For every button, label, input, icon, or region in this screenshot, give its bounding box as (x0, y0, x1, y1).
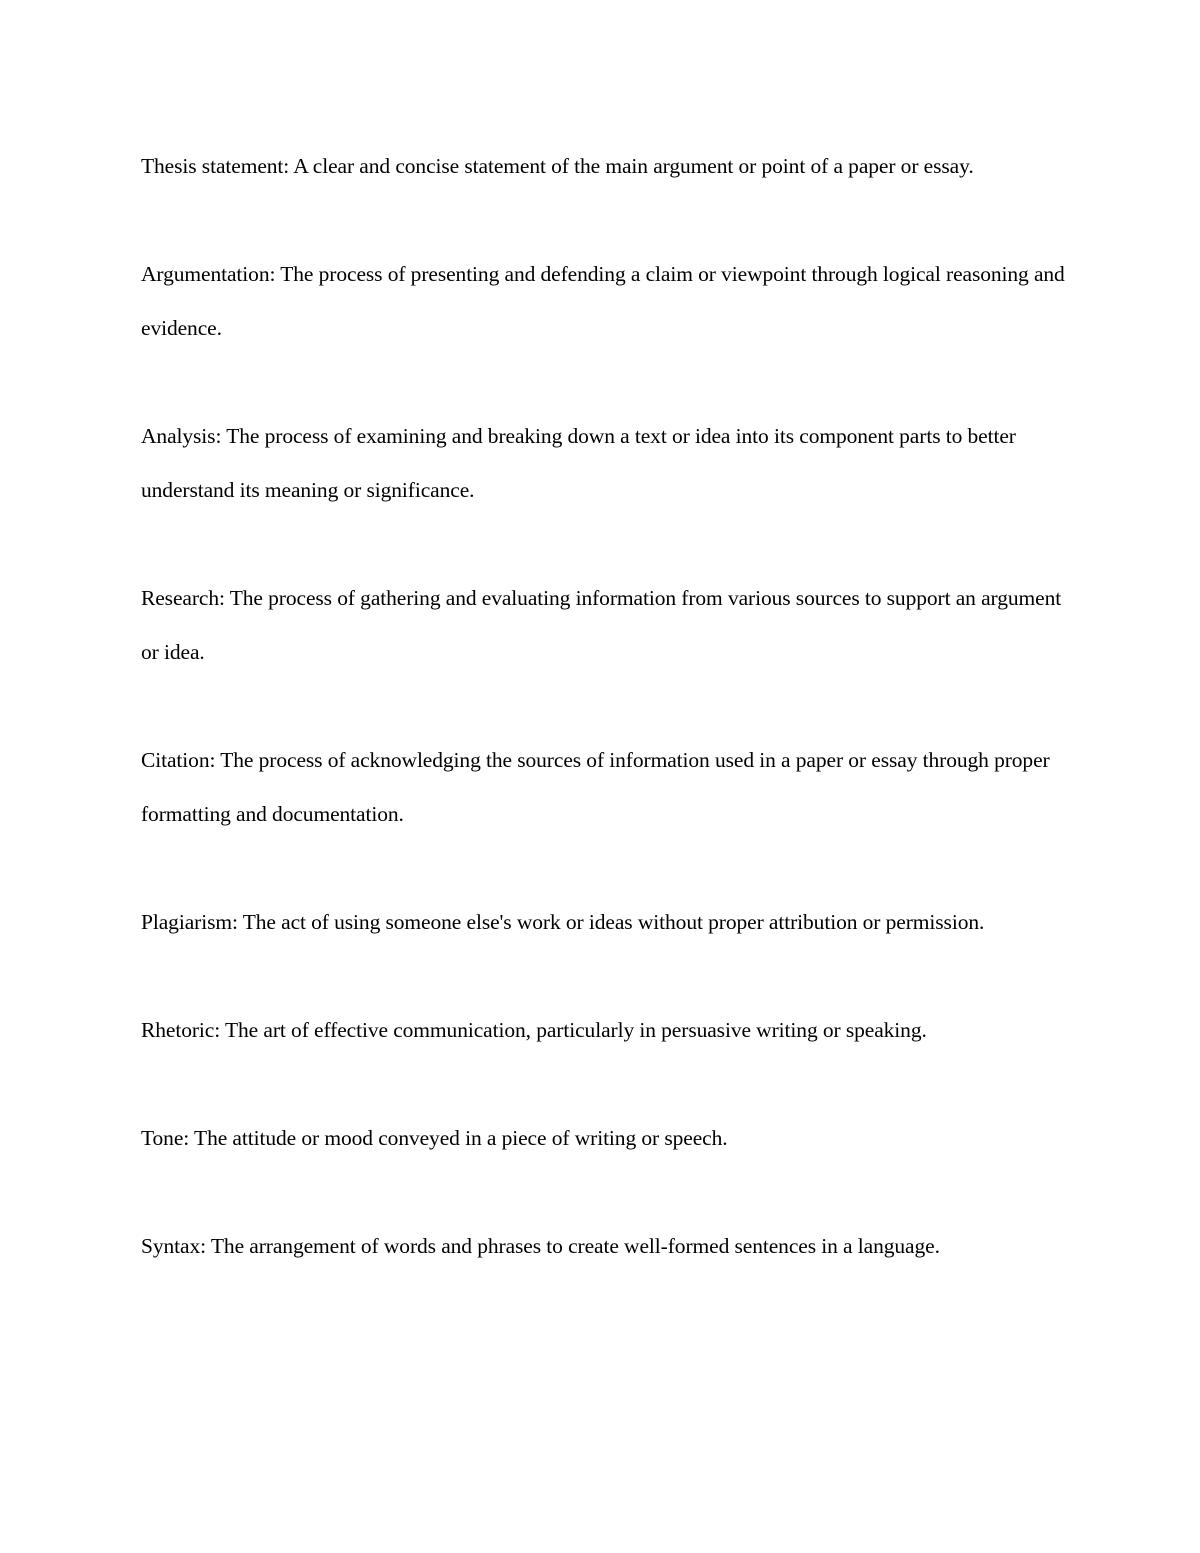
entry-argumentation: Argumentation: The process of presenting and defending a claim or viewpoint through logical reasoning and evidence. (141, 262, 1065, 340)
entry-thesis-statement: Thesis statement: A clear and concise statement of the main argument or point of a paper or essay. (141, 154, 974, 178)
entry-research: Research: The process of gathering and evaluating information from various sources to support an argument or idea. (141, 586, 1062, 664)
entry-rhetoric: Rhetoric: The art of effective communication, particularly in persuasive writing or speaking. (141, 1018, 927, 1042)
entry-citation: Citation: The process of acknowledging the sources of information used in a paper or essay through proper formatting and documentation. (141, 748, 1050, 826)
entry-plagiarism: Plagiarism: The act of using someone else's work or ideas without proper attribution or permission. (141, 910, 985, 934)
entry-analysis: Analysis: The process of examining and breaking down a text or idea into its component parts to better understand its meaning or significance. (141, 424, 1016, 502)
entry-syntax: Syntax: The arrangement of words and phrases to create well-formed sentences in a language. (141, 1234, 940, 1258)
glossary-list (141, 139, 1071, 1327)
entry-tone: Tone: The attitude or mood conveyed in a piece of writing or speech. (141, 1126, 728, 1150)
